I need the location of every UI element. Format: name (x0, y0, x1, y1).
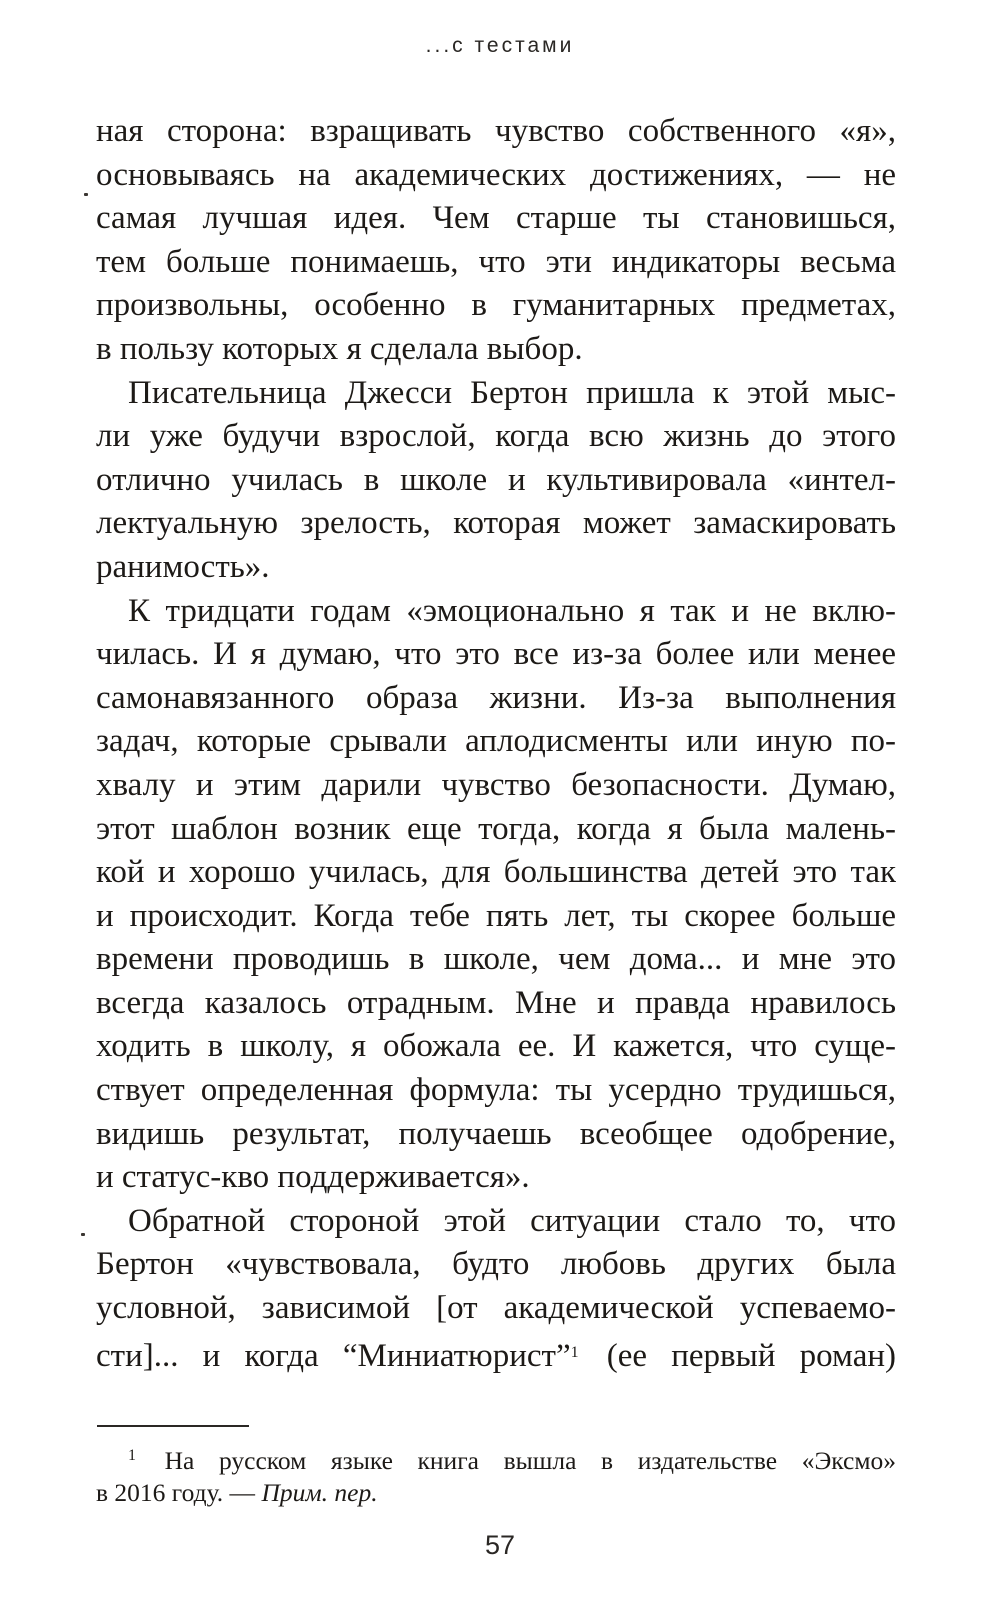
body-line: ствует определенная формула: ты усердно трудишься, (96, 1072, 896, 1109)
body-line: Бертон «чувствовала, будто любовь других была (96, 1246, 896, 1283)
body-line: и происходит. Когда тебе пять лет, ты скорее больше (96, 897, 896, 934)
paragraph-start: Писательница Джесси Бертон пришла к этой мыс- (128, 374, 896, 411)
body-line: и статус-кво поддерживается». (96, 1159, 530, 1196)
footnote-text: в 2016 году. — (96, 1478, 256, 1507)
body-line: произвольны, особенно в гуманитарных предметах, (96, 287, 896, 324)
body-line: в пользу которых я сделала выбор. (96, 330, 583, 367)
footnote (96, 1437, 896, 1511)
body-line: ная сторона: взращивать чувство собственного «я», (96, 113, 896, 149)
body-line: условной, зависимой [от академической успеваемо- (96, 1290, 896, 1327)
footnote-divider (97, 1425, 249, 1427)
footnote-line (96, 1474, 896, 1511)
body-line: чилась. И я думаю, что это все из-за более или менее (96, 636, 896, 673)
body-line-part: (ее первый роман) (606, 1337, 896, 1374)
body-line: отлично училась в школе и культивировала «интел- (96, 461, 896, 498)
body-line-part: сти]... и когда “Миниатюрист” (96, 1337, 571, 1374)
body-line: тем больше понимаешь, что эти индикаторы весьма (96, 243, 896, 280)
translator-note: Прим. пер. (261, 1478, 378, 1507)
body-line: ранимость». (96, 548, 270, 585)
paragraph-start: Обратной стороной этой ситуации стало то, что (128, 1202, 896, 1239)
body-line: ходить в школу, я обожала ее. И кажется, что суще- (96, 1028, 896, 1065)
body-text (96, 110, 896, 1374)
paragraph-start: К тридцати годам «эмоционально я так и не вклю- (128, 592, 896, 629)
body-line-with-footnote (96, 1331, 896, 1375)
body-line: всегда казалось отрадным. Мне и правда нравилось (96, 984, 896, 1021)
margin-speck (81, 1233, 85, 1236)
footnote-marker: 1 (128, 1447, 136, 1464)
body-line: кой и хорошо училась, для большинства детей это так (96, 854, 896, 891)
body-line: лектуальную зрелость, которая может замаскировать (96, 505, 896, 542)
body-line: ли уже будучи взрослой, когда всю жизнь до этого (96, 418, 896, 455)
body-line: самая лучшая идея. Чем старше ты становишься, (96, 200, 896, 237)
body-line: основываясь на академических достижениях, — не (96, 156, 896, 193)
footnote-line (96, 1437, 896, 1474)
page-number: 57 (484, 1530, 516, 1560)
footnote-reference: 1 (570, 1343, 579, 1361)
body-line: этот шаблон возник еще тогда, когда я была малень- (96, 810, 896, 847)
body-line: самонавязанного образа жизни. Из-за выполнения (96, 679, 896, 716)
margin-speck (84, 193, 88, 196)
body-line: видишь результат, получаешь всеобщее одобрение, (96, 1115, 896, 1152)
running-head: ...с тестами (425, 34, 575, 57)
footnote-text: На русском языке книга вышла в издательстве «Эксмо» (164, 1446, 897, 1475)
body-line: хвалу и этим дарили чувство безопасности. Думаю, (96, 766, 896, 803)
body-line: времени проводишь в школе, чем дома... и мне это (96, 941, 896, 978)
body-line: задач, которые срывали аплодисменты или иную по- (96, 723, 896, 760)
